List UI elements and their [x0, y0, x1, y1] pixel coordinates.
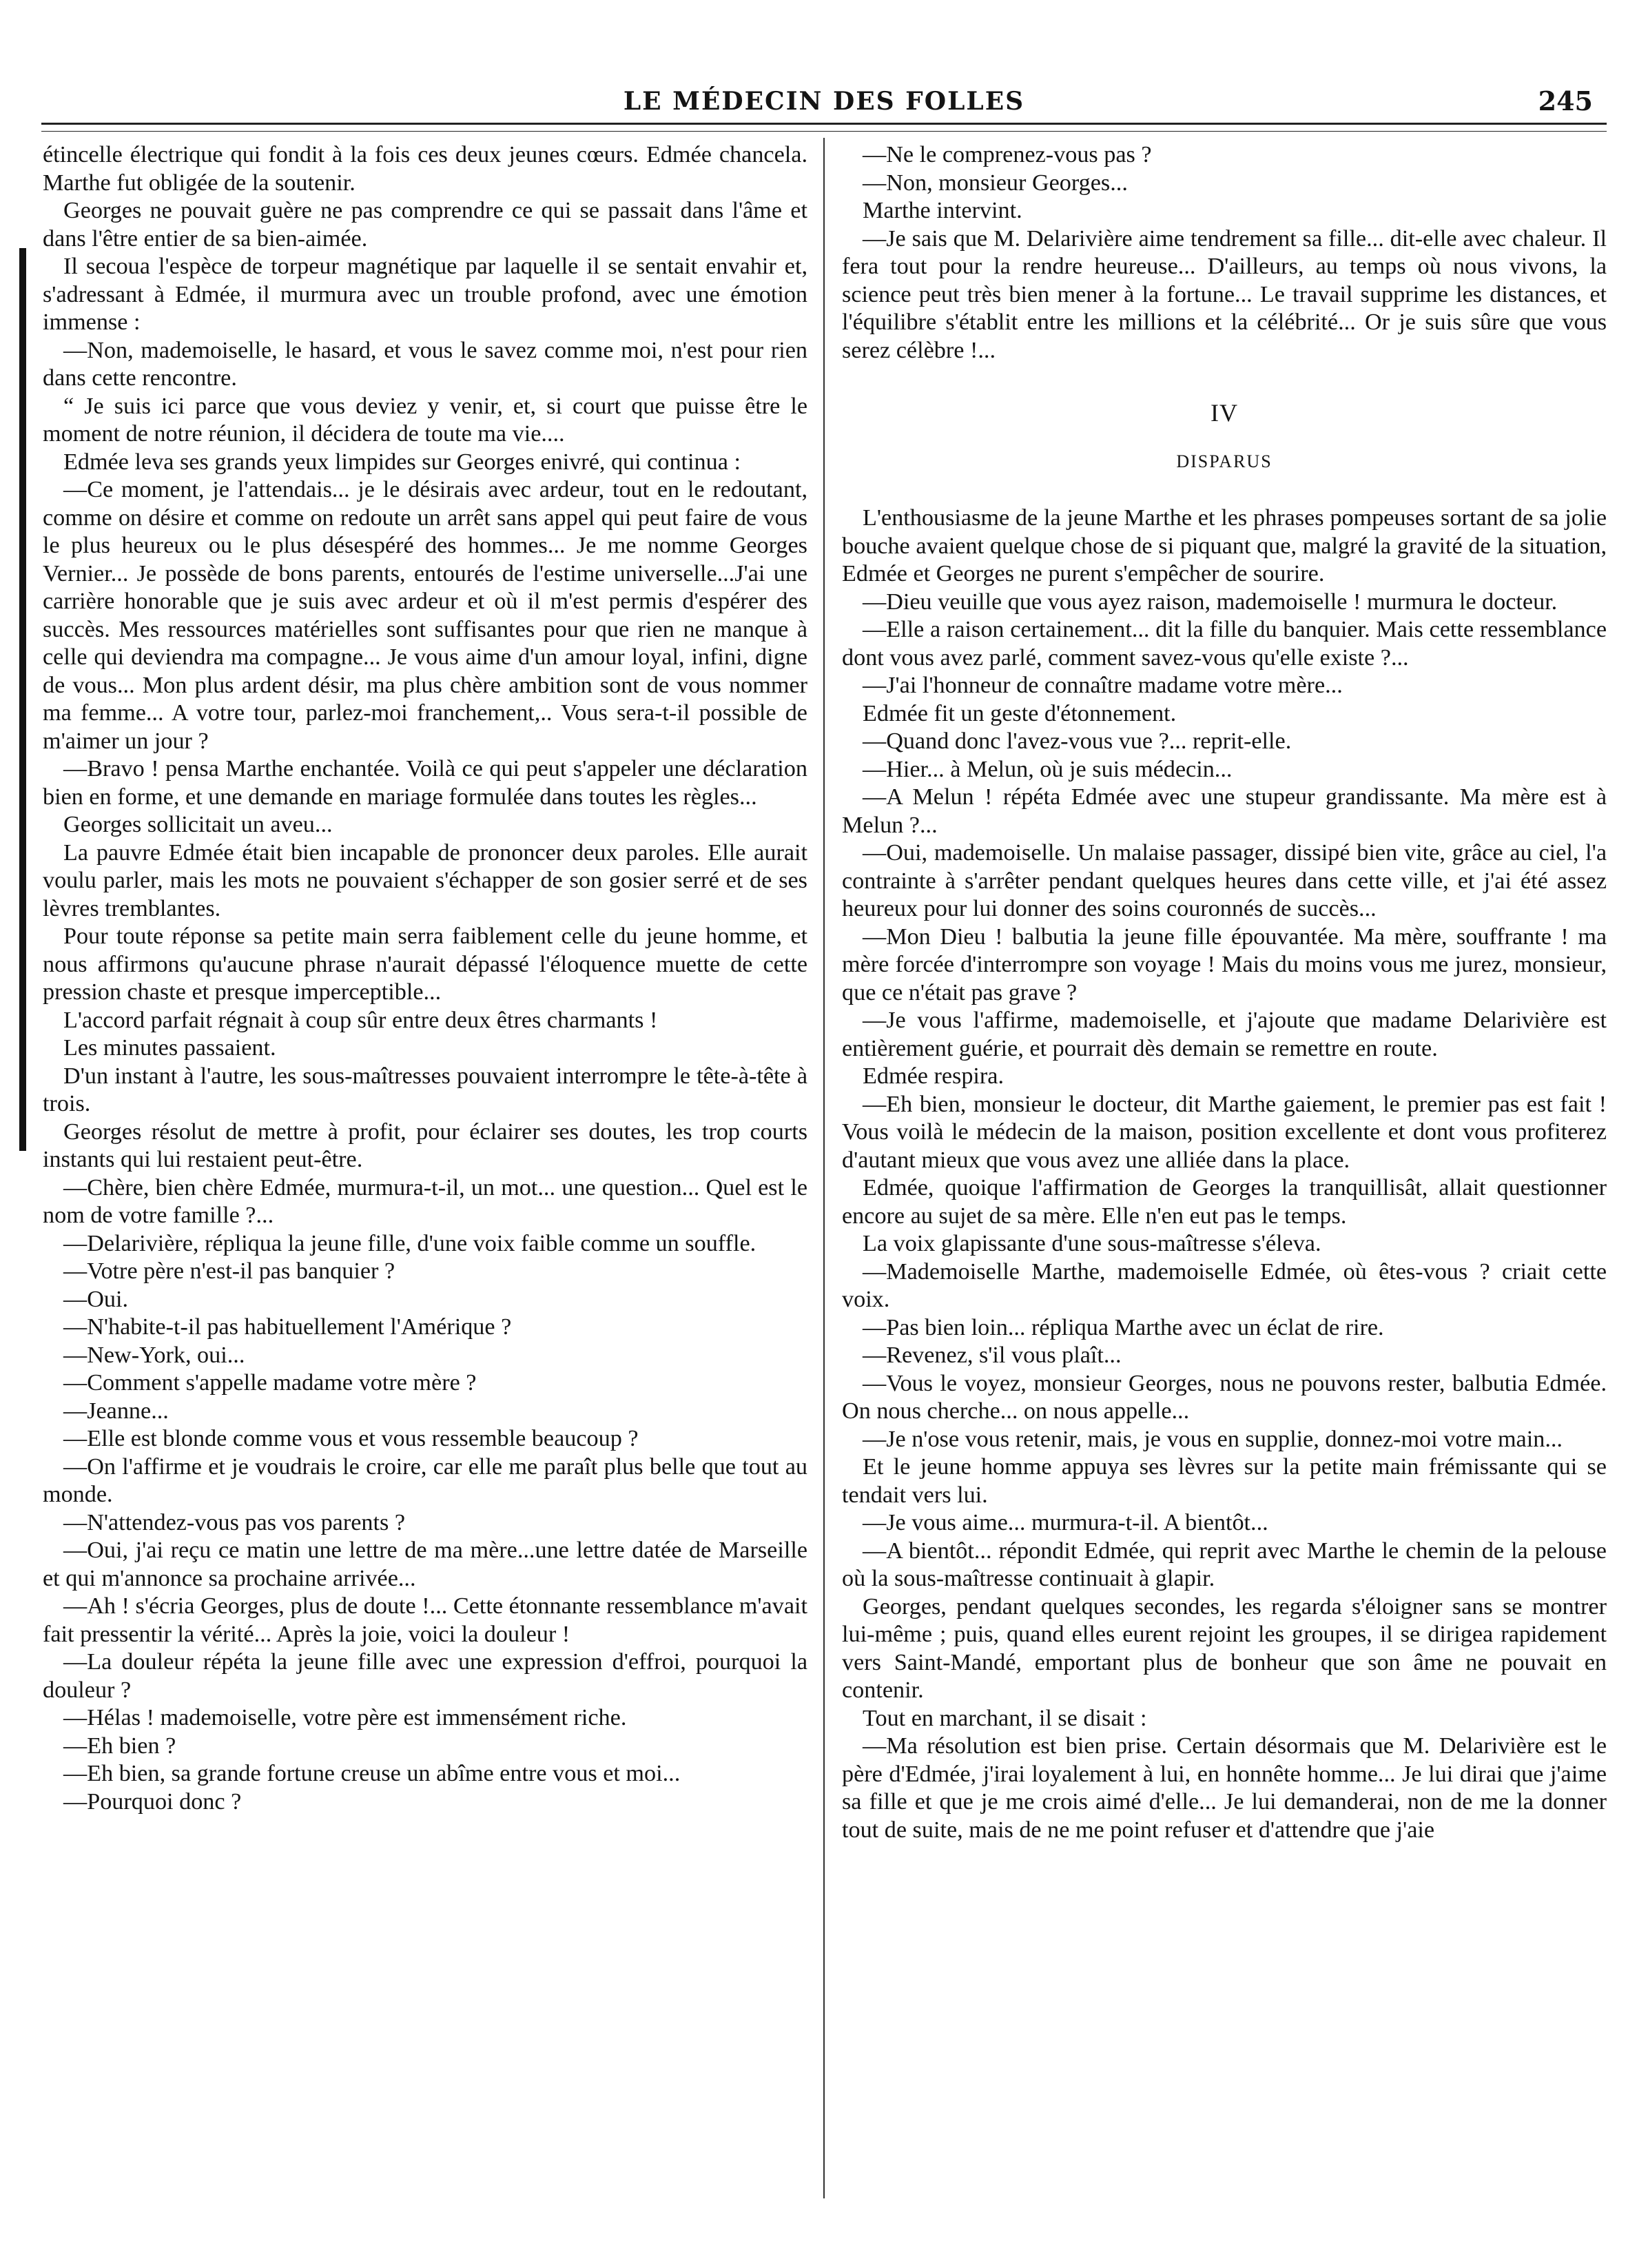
- paragraph: —Jeanne...: [63, 1398, 169, 1424]
- paragraph: —N'attendez-vous pas vos parents ?: [63, 1509, 406, 1535]
- paragraph: —Ah ! s'écria Georges, plus de doute !... Cette étonnante ressemblance m'avait fait pressentir la vérité... Après la joie, voici la douleur !: [43, 1593, 807, 1647]
- header-rule-thick: [41, 123, 1607, 125]
- paragraph: —J'ai l'honneur de connaître madame votre mère...: [863, 673, 1343, 698]
- paragraph: —Quand donc l'avez-vous vue ?... reprit-elle.: [863, 728, 1292, 754]
- paragraph: Marthe intervint.: [863, 198, 1022, 223]
- paragraph: —Eh bien ?: [63, 1733, 176, 1759]
- paragraph: Georges ne pouvait guère ne pas comprendre ce qui se passait dans l'âme et dans l'être entier de sa bien-aimée.: [43, 198, 807, 252]
- paragraph: Pour toute réponse sa petite main serra faiblement celle du jeune homme, et nous affirmons qu'aucune phrase n'aurait dépassé l'éloquence muette de cette pression chaste et presque imperceptible...: [43, 923, 807, 1005]
- right-column-top: [842, 141, 1607, 365]
- paragraph: Edmée respira.: [863, 1063, 1005, 1089]
- paragraph: —Chère, bien chère Edmée, murmura-t-il, un mot... une question... Quel est le nom de votre famille ?...: [43, 1174, 807, 1228]
- page-number: 245: [1538, 85, 1593, 116]
- paragraph: —Mademoiselle Marthe, mademoiselle Edmée, où êtes-vous ? criait cette voix.: [842, 1258, 1607, 1312]
- paragraph: D'un instant à l'autre, les sous-maîtresses pouvaient interrompre le tête-à-tête à trois.: [43, 1063, 807, 1116]
- paragraph: L'accord parfait régnait à coup sûr entre deux êtres charmants !: [63, 1007, 658, 1033]
- paragraph: Et le jeune homme appuya ses lèvres sur la petite main frémissante qui se tendait vers lui.: [842, 1454, 1607, 1508]
- paragraph: —Elle est blonde comme vous et vous ressemble beaucoup ?: [63, 1426, 639, 1451]
- paragraph: La voix glapissante d'une sous-maîtresse s'éleva.: [863, 1231, 1321, 1256]
- left-column: [43, 141, 807, 2209]
- paragraph: —Oui.: [63, 1286, 129, 1312]
- paragraph: —Bravo ! pensa Marthe enchantée. Voilà ce qui peut s'appeler une déclaration bien en forme, et une demande en mariage formulée dans toutes les règles...: [43, 756, 807, 810]
- paragraph: —Pas bien loin... répliqua Marthe avec un éclat de rire.: [863, 1314, 1384, 1340]
- paragraph: —N'habite-t-il pas habituellement l'Amérique ?: [63, 1314, 512, 1340]
- paragraph: —Je n'ose vous retenir, mais, je vous en supplie, donnez-moi votre main...: [863, 1426, 1563, 1452]
- chapter-number: IV: [1211, 399, 1238, 427]
- paragraph: —Non, monsieur Georges...: [863, 170, 1128, 196]
- paragraph: —Eh bien, monsieur le docteur, dit Marthe gaiement, le premier pas est fait ! Vous voilà le médecin de la maison, position excellente et dont vous profiterez d'autant mieux que vous avez une alliée dans la place.: [842, 1091, 1607, 1173]
- paragraph: Georges, pendant quelques secondes, les regarda s'éloigner sans se montrer lui-même ; puis, quand elles eurent rejoint les groupes, il se dirigea rapidement vers Saint-Mandé, emportant plus de bonheur que son âme ne pouvait en contenir.: [842, 1593, 1607, 1703]
- paragraph: —Ma résolution est bien prise. Certain désormais que M. Delarivière est le père d'Edmée, j'irai loyalement à lui, en honnête homme... Je lui dirai que j'aime sa fille et que je me crois aimé d'elle... Je lui demanderai, non de me la donner tout de suite, mais de ne me point refuser et d'attendre que j'aie: [842, 1733, 1607, 1843]
- paragraph: —Dieu veuille que vous ayez raison, mademoiselle ! murmura le docteur.: [863, 589, 1558, 615]
- margin-bar: [19, 248, 26, 1151]
- paragraph: —Comment s'appelle madame votre mère ?: [63, 1370, 477, 1396]
- paragraph: —Mon Dieu ! balbutia la jeune fille épouvantée. Ma mère, souffrante ! ma mère forcée d'interrompre son voyage ! Mais du moins vous me jurez, monsieur, que ce n'était pas grave ?: [842, 923, 1607, 1005]
- paragraph: Georges résolut de mettre à profit, pour éclairer ses doutes, les trop courts instants qui lui restaient peut-être.: [43, 1118, 807, 1172]
- paragraph: L'enthousiasme de la jeune Marthe et les phrases pompeuses sortant de sa jolie bouche avaient quelque chose de si piquant que, malgré la gravité de la situation, Edmée et Georges ne purent s'empêcher de sourire.: [842, 505, 1607, 586]
- paragraph: —Delarivière, répliqua la jeune fille, d'une voix faible comme un souffle.: [63, 1230, 756, 1256]
- paragraph: Edmée, quoique l'affirmation de Georges la tranquillisât, allait questionner encore au sujet de sa mère. Elle n'en eut pas le temps.: [842, 1175, 1607, 1229]
- paragraph: Edmée fit un geste d'étonnement.: [863, 700, 1177, 726]
- paragraph: Georges sollicitait un aveu...: [63, 812, 333, 837]
- paragraph: —A bientôt... répondit Edmée, qui reprit avec Marthe le chemin de la pelouse où la sous-maîtresse continuait à glapir.: [842, 1537, 1607, 1591]
- paragraph: —Votre père n'est-il pas banquier ?: [63, 1258, 395, 1284]
- paragraph: —Elle a raison certainement... dit la fille du banquier. Mais cette ressemblance dont vous avez parlé, comment savez-vous qu'elle existe ?...: [842, 617, 1607, 671]
- paragraph: —On l'affirme et je voudrais le croire, car elle me paraît plus belle que tout au monde.: [43, 1453, 807, 1507]
- running-title: LE MÉDECIN DES FOLLES: [623, 87, 1025, 116]
- paragraph: —Vous le voyez, monsieur Georges, nous ne pouvons rester, balbutia Edmée. On nous cherche... on nous appelle...: [842, 1370, 1607, 1424]
- paragraph: —Oui, mademoiselle. Un malaise passager, dissipé bien vite, grâce au ciel, l'a contrainte à s'arrêter pendant quelques heures dans cette ville, et j'ai été assez heureux pour lui donner des soins couronnés de succès...: [842, 840, 1607, 921]
- paragraph: Les minutes passaient.: [63, 1035, 276, 1061]
- paragraph: —Je vous l'affirme, mademoiselle, et j'ajoute que madame Delarivière est entièrement guérie, et pourrait dès demain se remettre en route.: [842, 1008, 1607, 1061]
- paragraph: étincelle électrique qui fondit à la fois ces deux jeunes cœurs. Edmée chancela. Marthe fut obligée de la soutenir.: [43, 142, 807, 196]
- paragraph: —Ce moment, je l'attendais... je le désirais avec ardeur, tout en le redoutant, comme on désire et comme on redoute un arrêt sans appel qui peut faire de vous le plus heureux ou le plus désespéré des hommes... Je me nomme Georges Vernier... Je possède de bons parents, entourés de l'estime universelle...J'ai une carrière honorable que je suis avec ardeur et où il m'est permis d'espérer des succès. Mes ressources matérielles sont suffisantes pour que rien ne manque à celle qui deviendra ma compagne... Je vous aime d'un amour loyal, infini, digne de vous... Mon plus ardent désir, ma plus chère ambition sont de vous nommer ma femme... A votre tour, parlez-moi franchement,.. Vous sera-t-il possible de m'aimer un jour ?: [43, 477, 807, 754]
- paragraph: —Oui, j'ai reçu ce matin une lettre de ma mère...une lettre datée de Marseille et qui m'annonce sa prochaine arrivée...: [43, 1537, 807, 1591]
- right-column: [842, 141, 1607, 2209]
- chapter-title: DISPARUS: [1176, 451, 1273, 471]
- paragraph: Edmée leva ses grands yeux limpides sur Georges enivré, qui continua :: [63, 449, 741, 475]
- right-column-bottom: [842, 504, 1607, 1844]
- paragraph: —La douleur répéta la jeune fille avec une expression d'effroi, pourquoi la douleur ?: [43, 1649, 807, 1703]
- paragraph: —Non, mademoiselle, le hasard, et vous le savez comme moi, n'est pour rien dans cette rencontre.: [43, 337, 807, 391]
- paragraph: Il secoua l'espèce de torpeur magnétique par laquelle il se sentait envahir et, s'adressant à Edmée, il murmura avec un trouble profond, avec une émotion immense :: [43, 254, 807, 335]
- paragraph: —Pourquoi donc ?: [63, 1788, 242, 1815]
- paragraph: —Hier... à Melun, où je suis médecin...: [863, 756, 1233, 782]
- paragraph: —A Melun ! répéta Edmée avec une stupeur grandissante. Ma mère est à Melun ?...: [842, 784, 1607, 838]
- header-rule-thin: [41, 131, 1607, 132]
- paragraph: —New-York, oui...: [63, 1342, 245, 1368]
- paragraph: —Ne le comprenez-vous pas ?: [863, 142, 1152, 167]
- paragraph: —Revenez, s'il vous plaît...: [863, 1342, 1122, 1368]
- paragraph: Tout en marchant, il se disait :: [863, 1705, 1147, 1731]
- paragraph: —Je sais que M. Delarivière aime tendrement sa fille... dit-elle avec chaleur. Il fera tout pour la rendre heureuse... D'ailleurs, au temps où nous vivons, la science peut très bien mener à la fortune... Le travail supprime les distances, et l'équilibre s'établit entre les millions et la célébrité... Or je suis sûre que vous serez célèbre !...: [842, 225, 1607, 363]
- paragraph: —Je vous aime... murmura-t-il. A bientôt...: [863, 1510, 1268, 1535]
- running-head: [41, 83, 1607, 127]
- column-divider: [823, 138, 825, 2198]
- paragraph: La pauvre Edmée était bien incapable de prononcer deux paroles. Elle aurait voulu parler, mais les mots ne pouvaient s'échapper de son gosier serré et de ses lèvres tremblantes.: [43, 839, 807, 921]
- paragraph: “ Je suis ici parce que vous deviez y venir, et, si court que puisse être le moment de notre réunion, il décidera de toute ma vie....: [43, 393, 807, 447]
- paragraph: —Eh bien, sa grande fortune creuse un abîme entre vous et moi...: [63, 1761, 681, 1786]
- paragraph: —Hélas ! mademoiselle, votre père est immensément riche.: [63, 1705, 627, 1730]
